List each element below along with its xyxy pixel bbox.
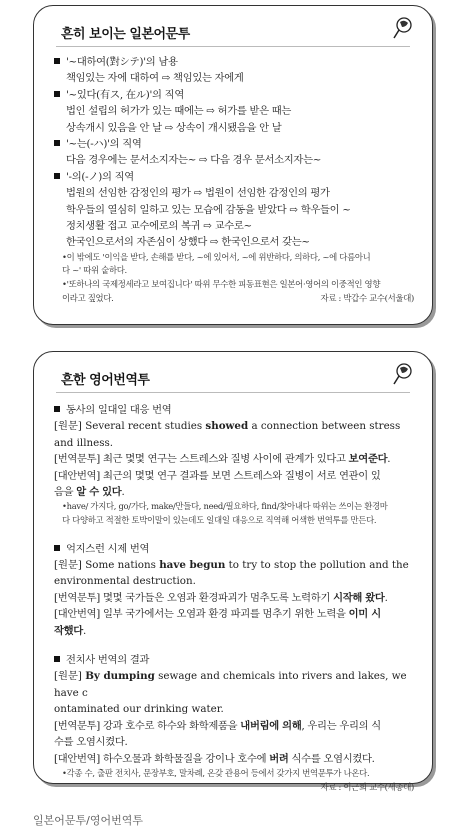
card-title: 흔히 보이는 일본어문투 bbox=[61, 27, 190, 42]
section-heading: 동사의 일대일 대응 번역 bbox=[54, 402, 418, 418]
example-line: 한국인으로서의 자존심이 상했다 ⇨ 한국인으로서 갖는~ bbox=[66, 236, 310, 249]
list-item-heading: '~있다(有ス, 在ル)'의 직역 bbox=[54, 87, 418, 103]
example-line: 책임있는 자에 대하여 ⇨ 책임있는 자에게 bbox=[66, 72, 244, 85]
example-line: 다음 경우에는 문서소지자는~ ⇨ 다음 경우 문서소지자는~ bbox=[66, 154, 322, 167]
title-divider bbox=[56, 46, 410, 47]
translationese-sentence: [번역문투] 몇몇 국가들은 오염과 환경파괴가 멈추도록 노력하기 시작해 왔다. bbox=[54, 591, 388, 604]
list-item-heading: '~대하여(對シテ)'의 남용 bbox=[54, 54, 418, 70]
card-body bbox=[54, 402, 418, 794]
square-bullet-icon bbox=[54, 91, 60, 97]
note-line: 이라고 짚었다. bbox=[62, 292, 114, 303]
translationese-sentence: [번역문투] 최근 몇몇 연구는 스트레스와 질병 사이에 관계가 있다고 보여준다. bbox=[54, 453, 391, 466]
original-sentence: [원문] Several recent studies showed a connection between stress and illness. bbox=[54, 420, 401, 449]
square-bullet-icon bbox=[54, 406, 60, 412]
english-translation-card bbox=[33, 351, 433, 792]
example-line: 법원의 선임한 감정인의 평가 ⇨ 법원이 선임한 감정인의 평가 bbox=[66, 187, 330, 200]
square-bullet-icon bbox=[54, 656, 60, 662]
square-bullet-icon bbox=[54, 58, 60, 64]
alternative-sentence: [대안번역] 일부 국가에서는 오염과 환경 파괴를 멈추기 위한 노력을 이미 시 bbox=[54, 608, 381, 621]
square-bullet-icon bbox=[54, 140, 60, 146]
original-sentence: [원문] By dumping sewage and chemicals into rivers and lakes, we have c bbox=[54, 670, 407, 699]
figure-caption: 일본어문투/영어번역투 bbox=[33, 814, 143, 827]
pushpin-icon bbox=[392, 16, 414, 40]
source-credit: 자료 : 박갑수 교수(서울대) bbox=[320, 292, 414, 303]
note-line: •이 밖에도 '이익을 받다, 손해를 받다, ~에 있어서, ~에 위반하다, 의하다, ~에 다름아니 bbox=[62, 251, 371, 262]
list-item-heading: '~는(-ハ)'의 직역 bbox=[54, 136, 418, 152]
original-sentence: [원문] Some nations have begun to try to stop the pollution and the bbox=[54, 559, 409, 572]
translationese-sentence-cont: 수를 오염시켰다. bbox=[54, 736, 128, 749]
square-bullet-icon bbox=[54, 173, 60, 179]
note-line: 다 다양하고 적절한 토박이말이 있는데도 일대일 대응으로 직역해 어색한 번역투를 만든다. bbox=[62, 515, 377, 526]
example-line: 정치생활 접고 교수에로의 복귀 ⇨ 교수로~ bbox=[66, 220, 252, 233]
translationese-sentence: [번역문투] 강과 호수로 하수와 화학제품을 내버림에 의해, 우리는 우리의 식 bbox=[54, 719, 381, 732]
note-source-row bbox=[54, 292, 418, 306]
alternative-sentence: [대안번역] 최근의 몇몇 연구 결과를 보면 스트레스와 질병이 서로 연관이 있 bbox=[54, 469, 381, 482]
note-line: 다 ~' 따위 숱하다. bbox=[62, 265, 127, 276]
note-source-row bbox=[54, 781, 418, 795]
note-line: •have/ 가지다, go/가다, make/만들다, need/필요하다, find/찾아내다 따위는 쓰이는 환경마 bbox=[62, 501, 388, 512]
note-line: •'또하나의 국제정세라고 보여집니다' 따위 무수한 피동표현은 일본어·영어의 이중적인 영향 bbox=[62, 279, 381, 290]
alternative-sentence: [대안번역] 하수오물과 화학물질을 강이나 호수에 버려 식수를 오염시켰다. bbox=[54, 752, 375, 765]
example-line: 학우들의 열심히 일하고 있는 모습에 감동을 받았다 ⇨ 학우들이 ~ bbox=[66, 203, 351, 216]
alternative-sentence-cont: 음을 알 수 있다. bbox=[54, 486, 125, 499]
original-sentence-cont: ontaminated our drinking water. bbox=[54, 703, 224, 716]
example-line: 법인 설립의 허가가 있는 때에는 ⇨ 허가를 받은 때는 bbox=[66, 105, 292, 118]
pushpin-icon bbox=[392, 362, 414, 386]
source-credit: 자료 : 이근희 교수(세종대) bbox=[320, 781, 414, 792]
square-bullet-icon bbox=[54, 545, 60, 551]
alternative-sentence-cont: 작했다. bbox=[54, 624, 86, 637]
card-title: 흔한 영어번역투 bbox=[61, 373, 150, 388]
section-heading: 전치사 번역의 결과 bbox=[54, 652, 418, 668]
japanese-style-card bbox=[33, 5, 433, 325]
note-line: •각종 수, 출판 전치사, 문장부호, 말차례, 온갖 관용어 등에서 갖가지 번역문투가 나온다. bbox=[62, 767, 370, 778]
section-heading: 억지스런 시제 번역 bbox=[54, 541, 418, 557]
original-sentence-cont: environmental destruction. bbox=[54, 575, 196, 588]
card-body bbox=[54, 54, 418, 305]
list-item-heading: '-의(-ノ)의 직역 bbox=[54, 169, 418, 185]
title-divider bbox=[56, 392, 410, 393]
example-line: 상속개시 있음을 안 날 ⇨ 상속이 개시됐음을 안 날 bbox=[66, 121, 282, 134]
